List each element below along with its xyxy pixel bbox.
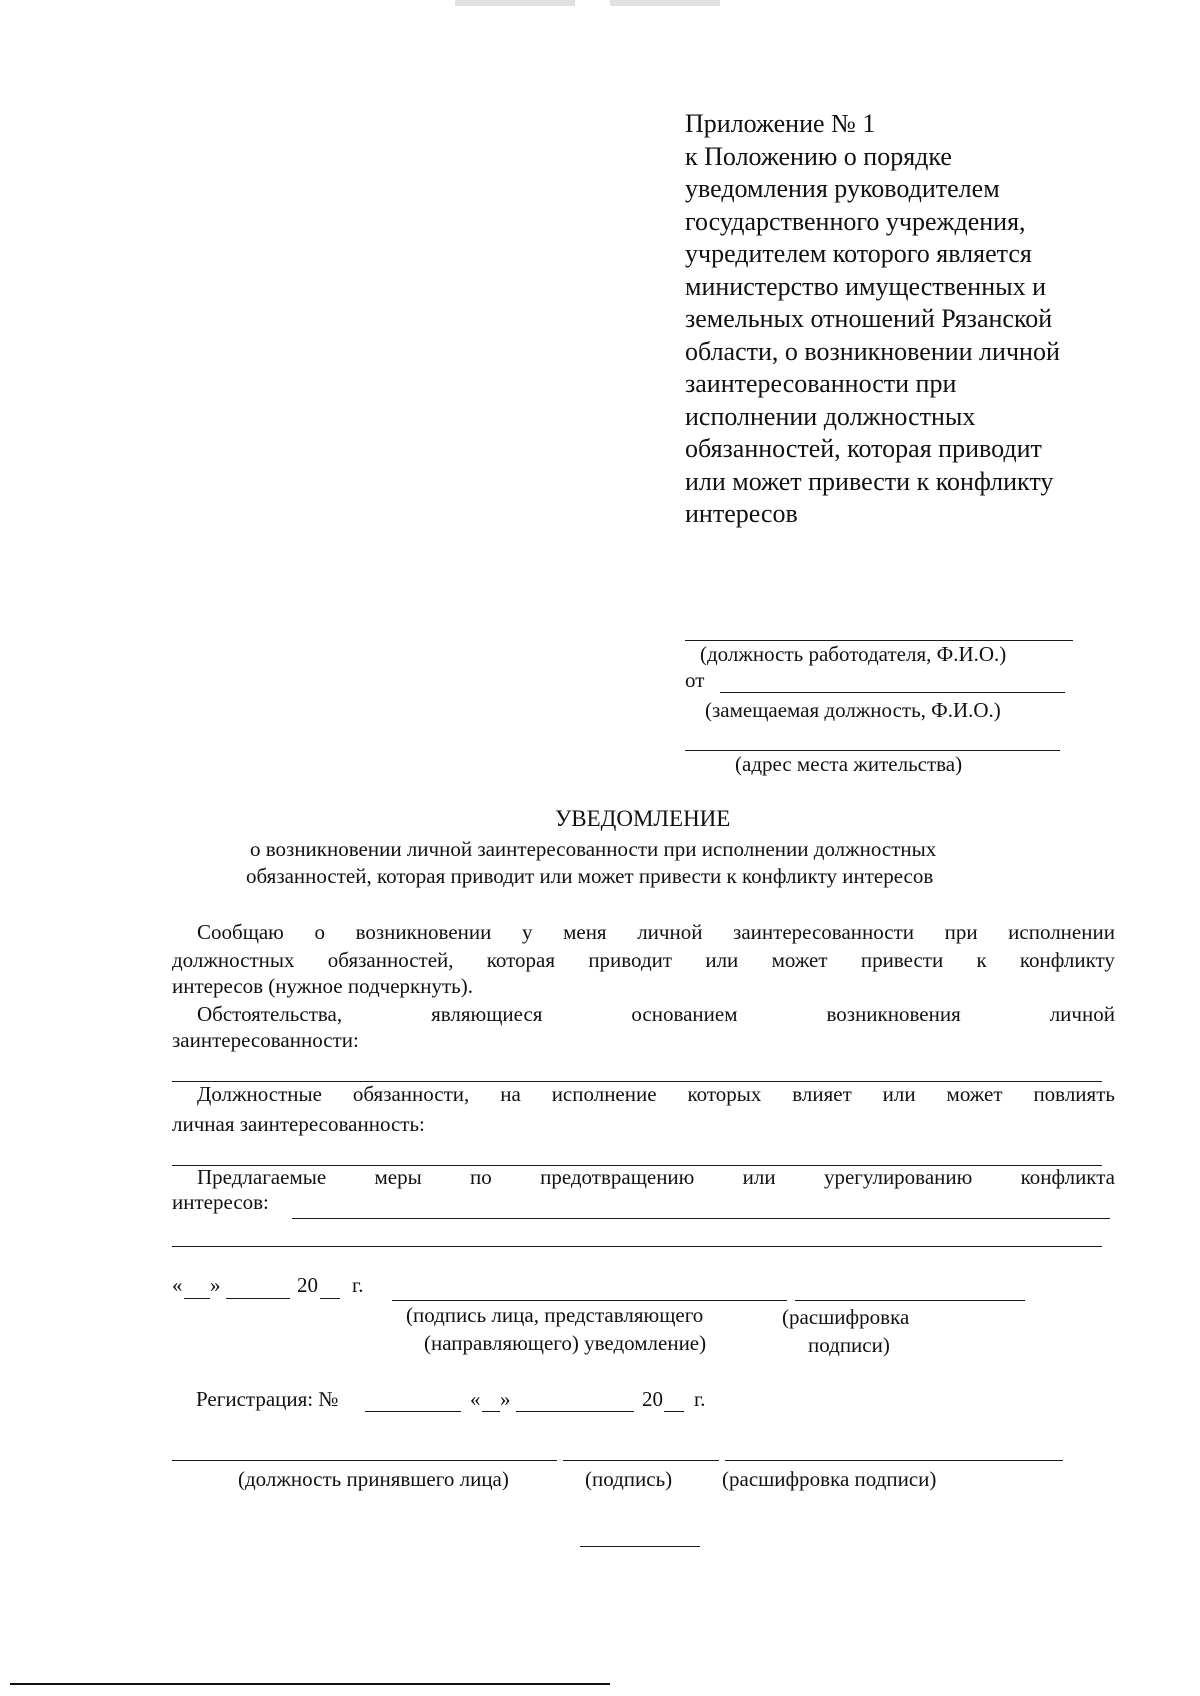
paragraph-1-line-2: [172, 948, 1115, 973]
paragraph-3-line-1: [197, 1082, 1115, 1107]
word: влияет: [792, 1082, 852, 1106]
appendix-line: исполнении должностных: [685, 401, 976, 431]
appendix-line: министерство имущественных и: [685, 271, 1046, 301]
appendix-line: обязанностей, которая приводит: [685, 434, 1042, 463]
date-year-line: [320, 1298, 340, 1299]
paragraph-1-line-3: интересов (нужное подчеркнуть).: [172, 974, 473, 998]
word: приводит: [588, 948, 673, 972]
word: исполнении: [1008, 920, 1115, 944]
signer-caption-line1: (подпись лица, представляющего: [406, 1303, 704, 1327]
word: Должностные: [197, 1082, 322, 1106]
word: должностных: [172, 948, 295, 972]
paragraph-3-line-2: личная заинтересованность:: [172, 1112, 425, 1136]
word: которых: [687, 1082, 762, 1106]
word: на: [500, 1082, 521, 1106]
word: возникновения: [826, 1002, 961, 1026]
registration-label: Регистрация: №: [196, 1387, 339, 1411]
date-year-suffix: г.: [352, 1273, 364, 1297]
registration-year-prefix: 20: [642, 1387, 663, 1411]
registration-date-close-quote: »: [500, 1387, 511, 1411]
appendix-line: интересов: [685, 499, 798, 528]
word: личной: [1049, 1002, 1115, 1026]
word: у: [521, 920, 533, 944]
receiver-signature-line: [563, 1460, 719, 1461]
registration-year-line: [664, 1411, 684, 1412]
paragraph-2-line-2: заинтересованности:: [172, 1028, 359, 1052]
word: повлиять: [1033, 1082, 1115, 1106]
word: или: [882, 1082, 916, 1106]
appendix-line: или может привести к конфликту: [685, 466, 1054, 496]
registration-number-line: [365, 1411, 461, 1412]
word: меры: [374, 1165, 422, 1189]
paragraph-2-line-1: [197, 1002, 1115, 1027]
appendix-line: учредителем которого является: [685, 239, 1032, 268]
decode-line: [795, 1300, 1025, 1301]
scan-artifact: [610, 0, 720, 6]
word: которая: [486, 948, 556, 972]
word: конфликта: [1020, 1165, 1115, 1189]
word: личной: [637, 920, 703, 944]
paragraph-4-line-2: интересов:: [172, 1190, 269, 1214]
word: обязанностей,: [327, 948, 454, 972]
date-open-quote: «: [172, 1273, 183, 1297]
date-year-prefix: 20: [297, 1273, 318, 1297]
appendix-line: земельных отношений Рязанской: [685, 304, 1053, 333]
signature-line: [392, 1300, 787, 1301]
notice-title: УВЕДОМЛЕНИЕ: [555, 806, 731, 831]
from-line: [720, 692, 1065, 693]
registration-year-suffix: г.: [694, 1387, 706, 1411]
appendix-line: уведомления руководителем: [685, 174, 1000, 203]
word: возникновении: [355, 920, 492, 944]
from-label: от: [685, 668, 705, 692]
word: обязанности,: [352, 1082, 470, 1106]
word: по: [470, 1165, 492, 1189]
signer-caption-line2: (направляющего) уведомление): [424, 1331, 707, 1355]
employer-caption: (должность работодателя, Ф.И.О.): [700, 642, 1007, 666]
word: к: [976, 948, 987, 972]
word: основанием: [631, 1002, 738, 1026]
date-close-quote: »: [210, 1273, 221, 1297]
word: может: [946, 1082, 1003, 1106]
appendix-line: заинтересованности при: [685, 369, 957, 398]
receiver-decode-line: [725, 1460, 1063, 1461]
end-rule: [580, 1546, 700, 1547]
word: привести: [860, 948, 944, 972]
measures-line-2: [172, 1246, 1102, 1247]
appendix-line: государственного учреждения,: [685, 206, 1026, 236]
date-month-line: [226, 1298, 290, 1299]
word: или: [705, 948, 739, 972]
appendix-line: области, о возникновении личной: [685, 336, 1060, 366]
appendix-line: Приложение № 1: [685, 109, 876, 138]
position-caption: (замещаемая должность, Ф.И.О.): [705, 698, 1001, 722]
word: меня: [563, 920, 607, 944]
registration-month-line: [516, 1411, 634, 1412]
appendix-line: к Положению о порядке: [685, 141, 952, 171]
word: урегулированию: [823, 1165, 973, 1189]
receiver-decode-caption: (расшифровка подписи): [722, 1467, 937, 1491]
paragraph-4-line-1: [197, 1165, 1115, 1190]
page-bottom-rule: [10, 1683, 610, 1685]
address-line: [685, 750, 1060, 751]
registration-day-line: [482, 1411, 500, 1412]
word: может: [771, 948, 828, 972]
scan-artifact: [455, 0, 575, 6]
receiver-caption: (должность принявшего лица): [238, 1467, 509, 1491]
receiver-signature-caption: (подпись): [585, 1467, 673, 1491]
address-caption: (адрес места жительства): [735, 752, 963, 776]
decode-caption-line2: подписи): [808, 1333, 890, 1357]
word: Обстоятельства,: [197, 1002, 343, 1026]
word: конфликту: [1019, 948, 1115, 972]
notice-subtitle-line2: обязанностей, которая приводит или может привести к конфликту интересов: [246, 864, 934, 888]
word: при: [944, 920, 978, 944]
registration-date-open-quote: «: [470, 1387, 481, 1411]
receiver-line: [172, 1460, 557, 1461]
decode-caption-line1: (расшифровка: [782, 1305, 910, 1329]
word: предотвращению: [540, 1165, 695, 1189]
appendix-header: [685, 108, 1105, 531]
word: или: [742, 1165, 776, 1189]
word: заинтересованности: [733, 920, 914, 944]
measures-line-1: [292, 1218, 1110, 1219]
paragraph-1-line-1: [197, 920, 1115, 945]
date-day-line: [184, 1298, 210, 1299]
employer-line: [685, 640, 1073, 641]
word: Сообщаю: [197, 920, 284, 944]
word: исполнение: [551, 1082, 657, 1106]
word: являющиеся: [431, 1002, 543, 1026]
notice-subtitle-line1: о возникновении личной заинтересованности при исполнении должностных: [250, 837, 937, 861]
word: о: [314, 920, 325, 944]
word: Предлагаемые: [197, 1165, 327, 1189]
